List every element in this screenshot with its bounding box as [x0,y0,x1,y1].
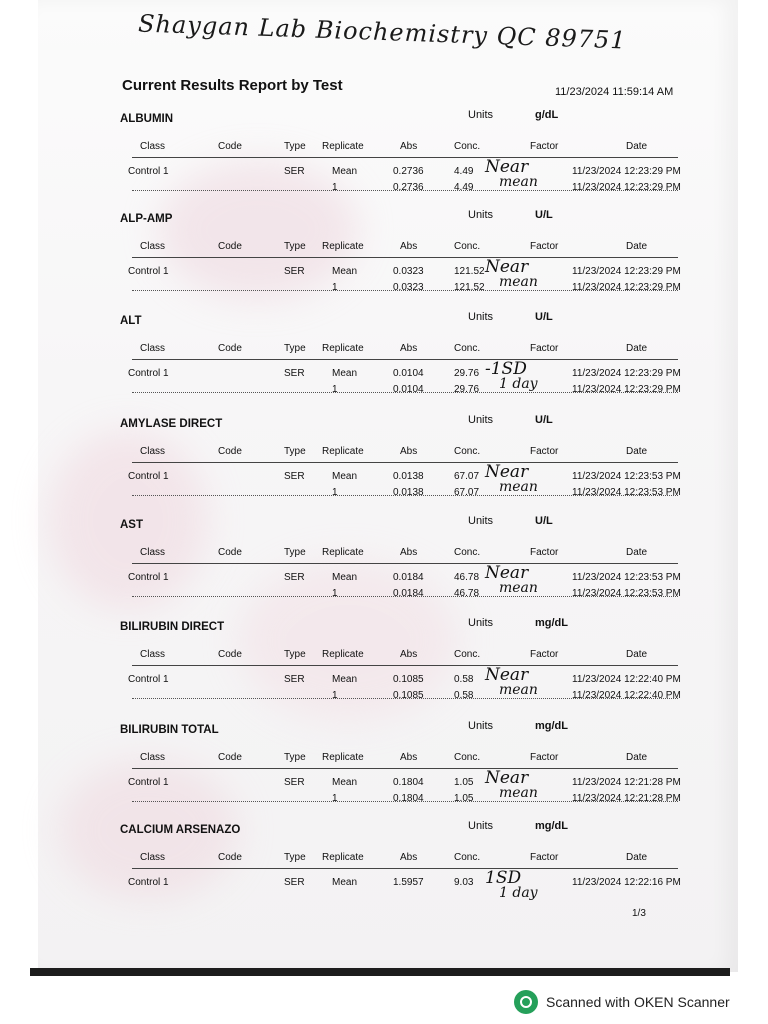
column-header-class: Class [140,343,166,354]
column-header-abs: Abs [400,241,418,252]
column-header-class: Class [140,547,166,558]
handwritten-factor-note [485,462,538,495]
units-value: U/L [535,414,553,426]
column-header-class: Class [140,141,166,152]
header-rule [132,462,678,463]
cell-conc: 67.07 [454,487,480,498]
cell-conc: 29.76 [454,368,480,379]
column-header-replicate: Replicate [322,446,364,457]
column-header-date: Date [626,547,648,558]
column-header-type: Type [284,547,306,558]
handwritten-factor-note [485,157,538,190]
column-header-class: Class [140,446,166,457]
column-header-code: Code [218,343,242,354]
column-header-class: Class [140,649,166,660]
column-header-conc: Conc. [454,446,481,457]
column-header-abs: Abs [400,547,418,558]
units-label: Units [468,617,494,629]
cell-conc: 46.78 [454,572,480,583]
header-rule [132,359,678,360]
units-label: Units [468,209,494,221]
cell-conc: 9.03 [454,877,474,888]
column-header-factor: Factor [530,752,559,763]
note-line: Near [485,157,529,177]
cell-class: Control 1 [128,877,169,888]
cell-abs: 0.0138 [393,471,424,482]
cell-class: Control 1 [128,166,169,177]
column-header-factor: Factor [530,343,559,354]
units-value: mg/dL [535,720,568,732]
cell-abs: 0.1085 [393,690,424,701]
row-rule [132,392,678,393]
cell-class: Control 1 [128,368,169,379]
cell-replicate: Mean [332,674,358,685]
column-header-factor: Factor [530,241,559,252]
column-header-conc: Conc. [454,649,481,660]
cell-type: SER [284,471,305,482]
column-header-date: Date [626,852,648,863]
column-header-date: Date [626,752,648,763]
cell-class: Control 1 [128,572,169,583]
units-label: Units [468,311,494,323]
scanner-badge [514,990,730,1014]
test-name: BILIRUBIN TOTAL [120,724,219,736]
units-value: mg/dL [535,617,568,629]
units-label: Units [468,820,494,832]
cell-date: 11/23/2024 12:23:53 PM [572,572,681,583]
test-name: AST [120,519,143,531]
column-header-replicate: Replicate [322,141,364,152]
cell-replicate: Mean [332,471,358,482]
row-rule [132,190,678,191]
column-header-code: Code [218,852,242,863]
cell-date: 11/23/2024 12:23:53 PM [572,487,681,498]
cell-date: 11/23/2024 12:23:29 PM [572,266,681,277]
column-header-abs: Abs [400,752,418,763]
units-value: U/L [535,515,553,527]
column-header-abs: Abs [400,649,418,660]
cell-conc: 1.05 [454,793,474,804]
cell-abs: 0.1804 [393,793,424,804]
column-header-replicate: Replicate [322,343,364,354]
cell-replicate: Mean [332,368,358,379]
cell-abs: 0.2736 [393,166,424,177]
column-header-date: Date [626,649,648,660]
cell-type: SER [284,777,305,788]
units-label: Units [468,515,494,527]
column-header-code: Code [218,649,242,660]
cell-conc: 1.05 [454,777,474,788]
column-header-code: Code [218,446,242,457]
column-header-replicate: Replicate [322,649,364,660]
cell-type: SER [284,368,305,379]
test-name: ALT [120,315,142,327]
test-name: BILIRUBIN DIRECT [120,621,225,633]
cell-conc: 4.49 [454,166,474,177]
column-header-code: Code [218,141,242,152]
test-section [110,109,690,216]
note-line: mean [499,174,538,190]
test-section [110,209,690,316]
cell-date: 11/23/2024 12:21:28 PM [572,793,681,804]
cell-conc: 0.58 [454,674,474,685]
test-name: CALCIUM ARSENAZO [120,824,241,836]
note-line: mean [499,785,538,801]
column-header-factor: Factor [530,547,559,558]
cell-abs: 0.1085 [393,674,424,685]
column-header-conc: Conc. [454,343,481,354]
handwritten-factor-note [485,868,538,901]
header-rule [132,665,678,666]
cell-replicate: 1 [332,282,338,293]
cell-abs: 0.2736 [393,182,424,193]
units-label: Units [468,720,494,732]
cell-replicate: Mean [332,572,358,583]
cell-replicate: Mean [332,166,358,177]
cell-conc: 0.58 [454,690,474,701]
report-title: Current Results Report by Test [122,77,343,94]
cell-type: SER [284,877,305,888]
cell-replicate: 1 [332,793,338,804]
cell-date: 11/23/2024 12:23:29 PM [572,182,681,193]
cell-replicate: 1 [332,182,338,193]
column-header-factor: Factor [530,649,559,660]
cell-abs: 0.0104 [393,368,424,379]
column-header-class: Class [140,852,166,863]
column-header-date: Date [626,446,648,457]
cell-type: SER [284,266,305,277]
column-header-type: Type [284,852,306,863]
column-header-conc: Conc. [454,241,481,252]
column-header-type: Type [284,343,306,354]
cell-replicate: 1 [332,384,338,395]
units-value: g/dL [535,109,559,121]
cell-replicate: Mean [332,777,358,788]
scan-edge-bar [30,968,730,976]
note-line: Near [485,257,529,277]
test-section [110,515,690,622]
cell-abs: 0.0323 [393,282,424,293]
column-header-type: Type [284,446,306,457]
cell-class: Control 1 [128,266,169,277]
cell-conc: 29.76 [454,384,480,395]
cell-date: 11/23/2024 12:22:16 PM [572,877,681,888]
cell-class: Control 1 [128,777,169,788]
column-header-type: Type [284,649,306,660]
cell-replicate: 1 [332,588,338,599]
units-label: Units [468,109,494,121]
cell-abs: 0.1804 [393,777,424,788]
note-line: 1 day [499,885,538,901]
note-line: Near [485,768,529,788]
test-section [110,414,690,521]
column-header-class: Class [140,241,166,252]
cell-date: 11/23/2024 12:21:28 PM [572,777,681,788]
column-header-factor: Factor [530,446,559,457]
note-line: 1SD [485,868,522,888]
column-header-date: Date [626,343,648,354]
cell-class: Control 1 [128,471,169,482]
column-header-conc: Conc. [454,852,481,863]
cell-abs: 0.0138 [393,487,424,498]
cell-date: 11/23/2024 12:23:53 PM [572,471,681,482]
column-header-code: Code [218,752,242,763]
cell-date: 11/23/2024 12:22:40 PM [572,674,681,685]
test-name: ALBUMIN [120,113,174,125]
column-header-date: Date [626,141,648,152]
note-line: Near [485,462,529,482]
cell-type: SER [284,674,305,685]
cell-abs: 0.0184 [393,588,424,599]
column-header-class: Class [140,752,166,763]
cell-abs: 0.0184 [393,572,424,583]
header-rule [132,157,678,158]
column-header-conc: Conc. [454,547,481,558]
column-header-conc: Conc. [454,752,481,763]
cell-class: Control 1 [128,674,169,685]
column-header-type: Type [284,752,306,763]
header-rule [132,768,678,769]
column-header-abs: Abs [400,446,418,457]
note-line: Near [485,665,529,685]
row-rule [132,290,678,291]
row-rule [132,801,678,802]
units-label: Units [468,414,494,426]
column-header-date: Date [626,241,648,252]
scanner-label: Scanned with OKEN Scanner [546,994,730,1010]
cell-abs: 0.0104 [393,384,424,395]
test-section [110,720,690,827]
page-number: 1/3 [632,908,646,919]
note-line: mean [499,580,538,596]
handwritten-factor-note [485,768,538,801]
units-value: U/L [535,311,553,323]
handwritten-header: Shaygan Lab Biochemistry QC 89751 [137,9,628,55]
column-header-abs: Abs [400,852,418,863]
column-header-factor: Factor [530,141,559,152]
cell-date: 11/23/2024 12:23:29 PM [572,368,681,379]
column-header-replicate: Replicate [322,752,364,763]
column-header-replicate: Replicate [322,547,364,558]
cell-conc: 4.49 [454,182,474,193]
column-header-type: Type [284,241,306,252]
cell-conc: 67.07 [454,471,480,482]
cell-date: 11/23/2024 12:23:29 PM [572,282,681,293]
cell-conc: 121.52 [454,282,485,293]
cell-abs: 1.5957 [393,877,424,888]
test-name: ALP-AMP [120,213,173,225]
report-datetime: 11/23/2024 11:59:14 AM [555,86,674,98]
cell-date: 11/23/2024 12:22:40 PM [572,690,681,701]
note-line: Near [485,563,529,583]
column-header-abs: Abs [400,343,418,354]
note-line: mean [499,682,538,698]
column-header-replicate: Replicate [322,241,364,252]
header-rule [132,563,678,564]
column-header-conc: Conc. [454,141,481,152]
column-header-type: Type [284,141,306,152]
cell-replicate: 1 [332,690,338,701]
column-header-code: Code [218,547,242,558]
cell-date: 11/23/2024 12:23:29 PM [572,166,681,177]
units-value: U/L [535,209,553,221]
test-section [110,820,690,927]
handwritten-factor-note [485,665,538,698]
cell-replicate: Mean [332,266,358,277]
cell-type: SER [284,166,305,177]
column-header-factor: Factor [530,852,559,863]
header-rule [132,257,678,258]
handwritten-factor-note [485,563,538,596]
cell-conc: 46.78 [454,588,480,599]
column-header-replicate: Replicate [322,852,364,863]
cell-date: 11/23/2024 12:23:29 PM [572,384,681,395]
cell-replicate: 1 [332,487,338,498]
note-line: 1 day [499,376,538,392]
scanner-logo-icon [514,990,538,1014]
cell-abs: 0.0323 [393,266,424,277]
row-rule [132,698,678,699]
cell-conc: 121.52 [454,266,485,277]
cell-date: 11/23/2024 12:23:53 PM [572,588,681,599]
handwritten-factor-note [485,359,538,392]
test-name: AMYLASE DIRECT [120,418,223,430]
note-line: mean [499,479,538,495]
test-section [110,311,690,418]
note-line: mean [499,274,538,290]
cell-replicate: Mean [332,877,358,888]
column-header-abs: Abs [400,141,418,152]
row-rule [132,495,678,496]
test-section [110,617,690,724]
header-rule [132,868,678,869]
cell-type: SER [284,572,305,583]
handwritten-factor-note [485,257,538,290]
column-header-code: Code [218,241,242,252]
row-rule [132,596,678,597]
units-value: mg/dL [535,820,568,832]
note-line: -1SD [485,359,527,379]
